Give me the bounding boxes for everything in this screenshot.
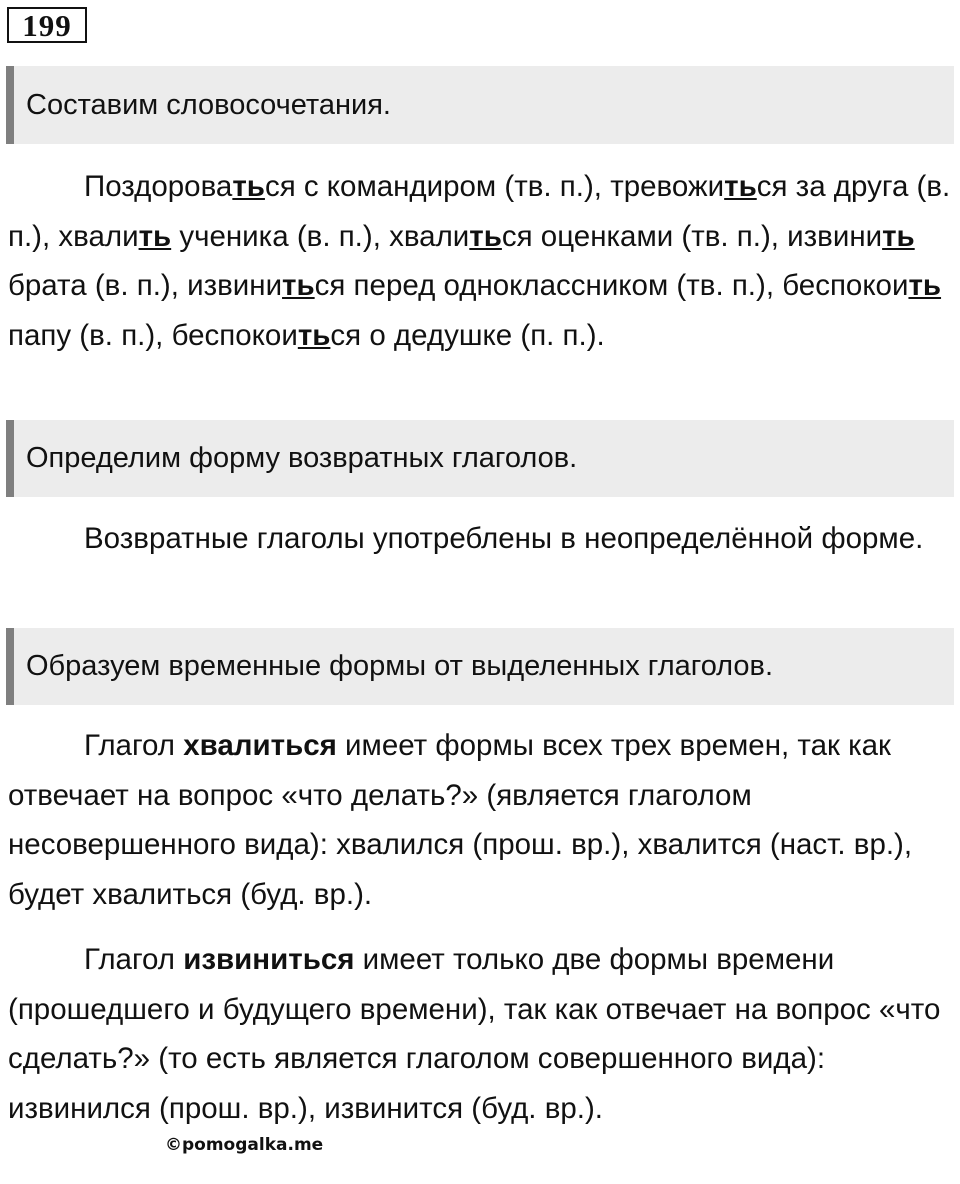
underlined-ending: ть — [232, 170, 265, 203]
watermark: ©pomogalka.me — [165, 1135, 324, 1155]
paragraph-verb-izvinitsya — [8, 935, 953, 1133]
underlined-ending: ть — [138, 219, 172, 253]
underlined-ending: ть — [882, 219, 915, 253]
text-segment: Поздорова — [84, 170, 233, 203]
underlined-ending: ть — [908, 269, 942, 302]
section-heading-2: Определим форму возвратных глаголов. — [6, 420, 954, 497]
text-segment: Глагол — [84, 943, 184, 976]
underlined-ending: ть — [469, 219, 502, 253]
text-segment: имеет формы всех трех времен, так как отвечает на вопрос «что делать?» (является глаголом несовершенного вида): хвалился (прош. вр.), хвалится (наст. вр.), будет хвалиться (буд. вр.). — [8, 729, 913, 911]
text-segment: Глагол — [84, 729, 184, 762]
paragraph-verb-hvalitsya — [8, 721, 953, 919]
bold-verb: хвалиться — [183, 729, 337, 762]
paragraph-verb-form — [8, 514, 953, 564]
text-segment: ся перед одноклассником (тв. п.), беспокои — [314, 269, 909, 302]
text-segment: ученика (в. п.), хвали — [171, 219, 470, 253]
exercise-number: 199 — [7, 7, 87, 43]
text-segment: ся о дедушке (п. п.). — [330, 318, 605, 352]
text-segment: имеет только две формы времени (прошедшего и будущего времени), так как отвечает на вопрос «что сделать?» (то есть является глаголом совершенного вида): извинился (прош. вр.), извинится (буд. вр.). — [8, 943, 941, 1125]
section-heading-3: Образуем временные формы от выделенных глаголов. — [6, 628, 954, 705]
underlined-ending: ть — [297, 318, 331, 352]
section-heading-1: Составим словосочетания. — [6, 66, 954, 144]
text-segment: ся за друга (в. п.), хвали — [8, 170, 951, 253]
underlined-ending: ть — [282, 269, 315, 302]
text-segment: ся оценками (тв. п.), извини — [501, 219, 883, 253]
text-segment: Возвратные глаголы употреблены в неопределённой форме. — [84, 522, 924, 555]
bold-verb: извиниться — [183, 943, 355, 976]
paragraph-word-combinations — [8, 162, 953, 360]
text-segment: ся с командиром (тв. п.), тревожи — [264, 170, 725, 203]
text-segment: папу (в. п.), беспокои — [8, 318, 298, 352]
text-segment: брата (в. п.), извини — [8, 269, 283, 302]
underlined-ending: ть — [724, 170, 757, 203]
